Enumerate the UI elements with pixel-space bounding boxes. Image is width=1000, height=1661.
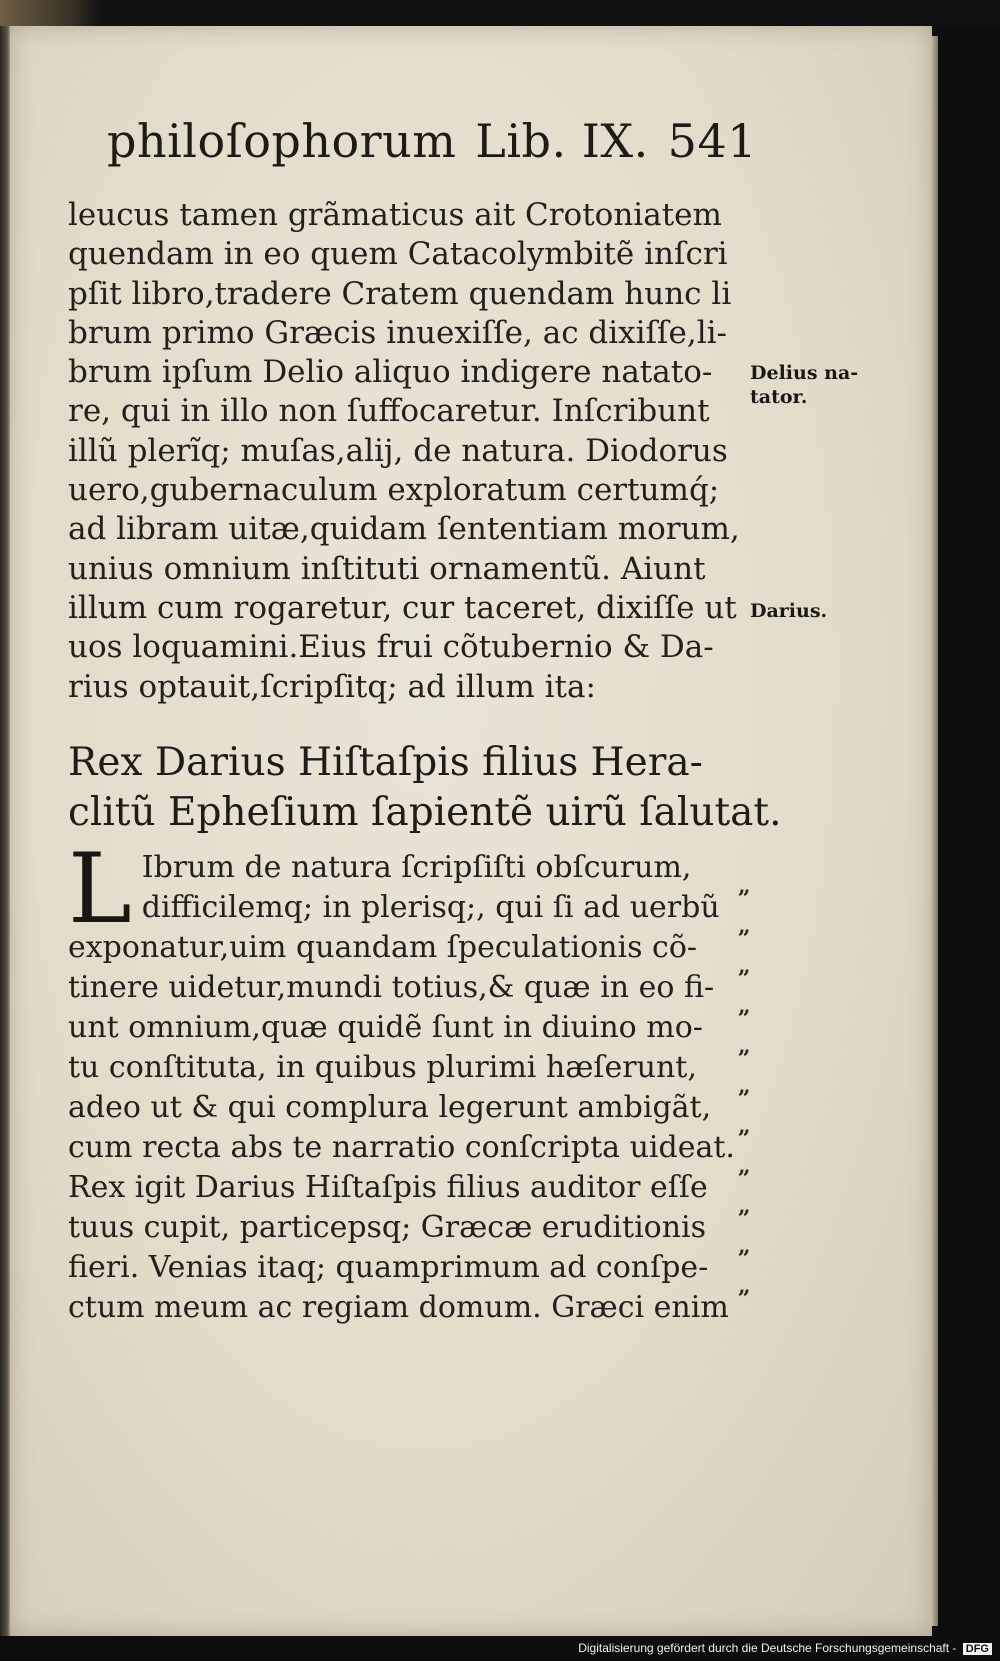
header-book: Lib. IX. [475, 114, 649, 168]
letter-line: Ibrum de natura ſcripſiſti obſcurum, [141, 850, 692, 885]
quote-mark: „ [738, 913, 751, 939]
letter-line: tinere uidetur,mundi totius,& quæ in eo fi- [68, 970, 715, 1005]
letter-line: Rex igit Darius Hiſtaſpis filius auditor eſſe [68, 1170, 708, 1205]
text-line: illum cum rogaretur, cur taceret, dixiſſe ut [68, 589, 737, 626]
margin-note-delius-2: tator. [750, 386, 808, 408]
text-line: leucus tamen grãmaticus ait Crotoniatem [68, 197, 722, 233]
body-text [68, 196, 748, 707]
letter-line: tuus cupit, particepsq; Græcæ eruditionis [68, 1210, 707, 1245]
letter-heading [68, 738, 782, 838]
quote-mark: „ [738, 1153, 751, 1179]
quote-mark: „ [738, 1193, 751, 1219]
text-line: brum primo Græcis inuexiſſe, ac dixiſſe,li- [68, 314, 728, 351]
text-line: uero,gubernaculum exploratum certumq́; [68, 472, 720, 509]
quote-mark: „ [738, 1033, 751, 1059]
margin-notes [750, 26, 860, 1636]
quote-mark: „ [738, 953, 751, 979]
page-number: 541 [667, 114, 757, 168]
text-line: illũ plerĩq; muſas,alij, de natura. Diodorus [68, 432, 728, 469]
header-title: philoſophorum [107, 114, 457, 168]
quote-mark: „ [738, 1113, 751, 1139]
dfg-logo: DFG [963, 1643, 992, 1655]
letter-line: adeo ut & qui complura legerunt ambigãt, [68, 1090, 712, 1125]
quote-mark: „ [738, 993, 751, 1019]
text-line: re, qui in illo non ſuffocaretur. Inſcribunt [68, 393, 710, 430]
running-header [107, 114, 757, 168]
letter-line: unt omnium,quæ quidẽ ſunt in diuino mo- [68, 1010, 703, 1045]
book-top-edge [0, 0, 100, 26]
footer-credit [578, 1641, 992, 1655]
heading-line: clitũ Epheſium ſapientẽ uirũ ſalutat. [68, 790, 782, 835]
letter-line: difficilemq; in plerisq;, qui ſi ad uerbũ [141, 890, 720, 925]
text-line: ad libram uitæ,quidam ſententiam morum, [68, 511, 740, 548]
text-line: quendam in eo quem Catacolymbitẽ inſcri [68, 236, 728, 273]
text-line: brum ipſum Delio aliquo indigere natato- [68, 354, 713, 391]
letter-line: cum recta abs te narratio conſcripta uideat. [68, 1130, 735, 1165]
letter-line: ctum meum ac regiam domum. Græci enim [68, 1290, 729, 1325]
letter-line: fieri. Venias itaq; quamprimum ad conſpe- [68, 1250, 709, 1285]
drop-cap: L [68, 833, 132, 945]
quote-mark: „ [738, 873, 751, 899]
quote-mark: „ [738, 1273, 751, 1299]
quote-mark: „ [738, 1233, 751, 1259]
text-line: unius omnium inſtituti ornamentũ. Aiunt [68, 550, 706, 587]
footer-text: Digitalisierung gefördert durch die Deutsche Forschungsgemeinschaft - [578, 1641, 957, 1655]
heading-line: Rex Darius Hiſtaſpis filius Hera- [68, 740, 703, 785]
quote-mark: „ [738, 1073, 751, 1099]
book-page [10, 26, 932, 1636]
letter-line: exponatur,uim quandam ſpeculationis cõ- [68, 930, 698, 965]
text-line: pſit libro,tradere Cratem quendam hunc li [68, 275, 732, 312]
letter-line: tu conſtituta, in quibus plurimi hæſerunt, [68, 1050, 697, 1085]
margin-note-darius: Darius. [750, 600, 828, 622]
text-line: uos loquamini.Eius frui cõtubernio & Da- [68, 629, 714, 666]
top-strip [0, 0, 1000, 28]
page-right-edge [930, 36, 938, 1626]
margin-note-delius-1: Delius na- [750, 362, 859, 384]
text-line: rius optauit,ſcripſitq; ad illum ita: [68, 668, 596, 705]
letter-text [68, 833, 748, 1328]
